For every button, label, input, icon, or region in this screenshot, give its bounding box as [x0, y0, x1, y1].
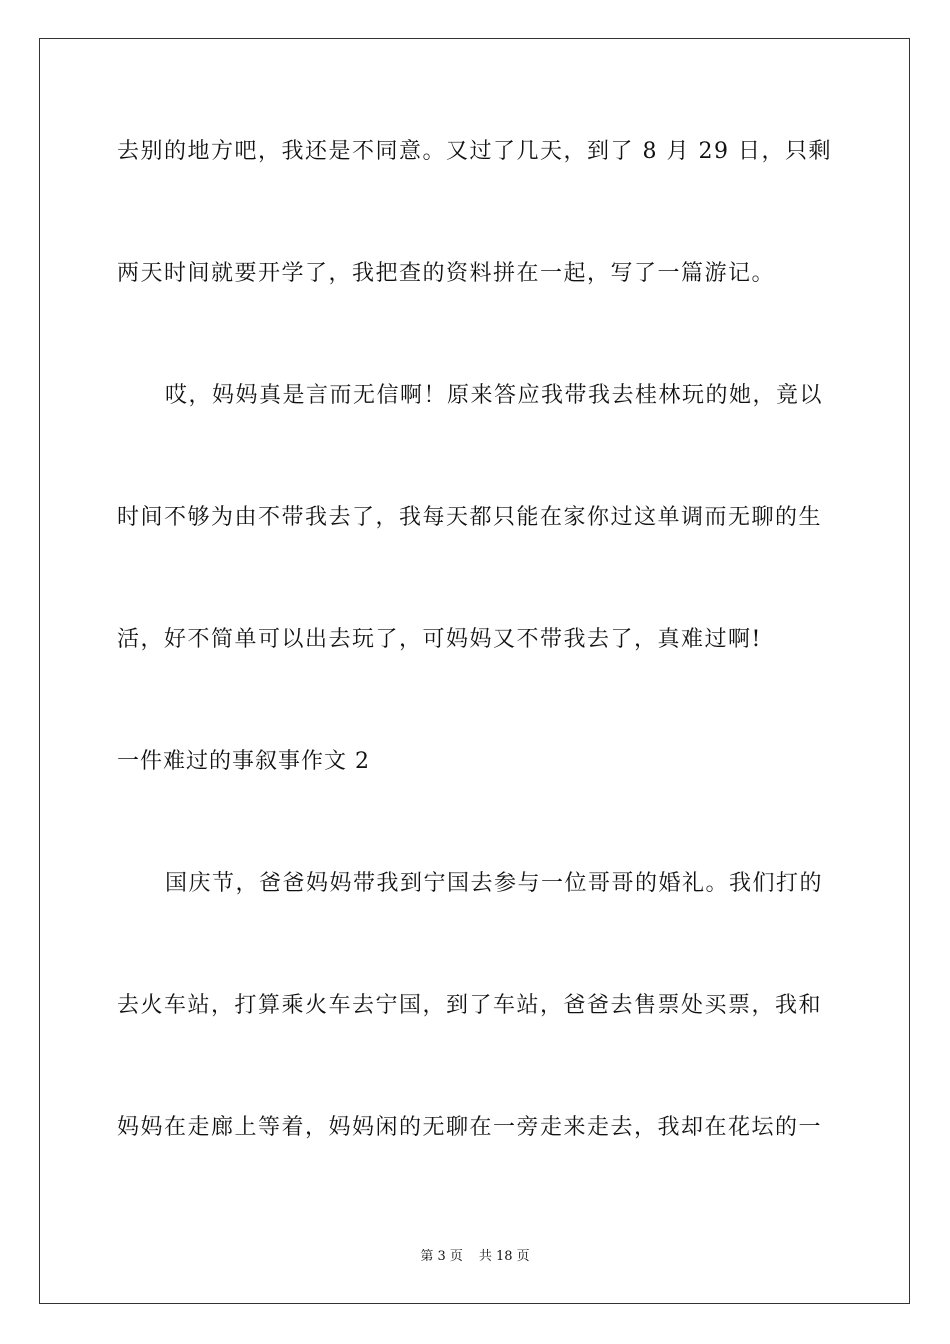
paragraph-line-5: 活，好不简单可以出去玩了，可妈妈又不带我去了，真难过啊! — [117, 627, 762, 652]
paragraph-line-6: 国庆节，爸爸妈妈带我到宁国去参与一位哥哥的婚礼。我们打的 — [165, 871, 824, 896]
paragraph-line-3: 哎，妈妈真是言而无信啊！原来答应我带我去桂林玩的她，竟以 — [165, 383, 824, 408]
paragraph-line-8: 妈妈在走廊上等着，妈妈闲的无聊在一旁走来走去，我却在花坛的一 — [117, 1115, 823, 1140]
page-number: 第 3 页 — [420, 1249, 463, 1264]
paragraph-line-7: 去火车站，打算乘火车去宁国，到了车站，爸爸去售票处买票，我和 — [117, 993, 823, 1018]
paragraph-line-2: 两天时间就要开学了，我把查的资料拼在一起，写了一篇游记。 — [117, 261, 776, 286]
section-heading: 一件难过的事叙事作文 2 — [117, 749, 370, 774]
page-footer — [0, 1247, 950, 1267]
page-total: 共 18 页 — [478, 1249, 530, 1264]
paragraph-line-1: 去别的地方吧，我还是不同意。又过了几天，到了 8 月 29 日，只剩 — [117, 139, 832, 164]
paragraph-line-4: 时间不够为由不带我去了，我每天都只能在家你过这单调而无聊的生 — [117, 505, 823, 530]
